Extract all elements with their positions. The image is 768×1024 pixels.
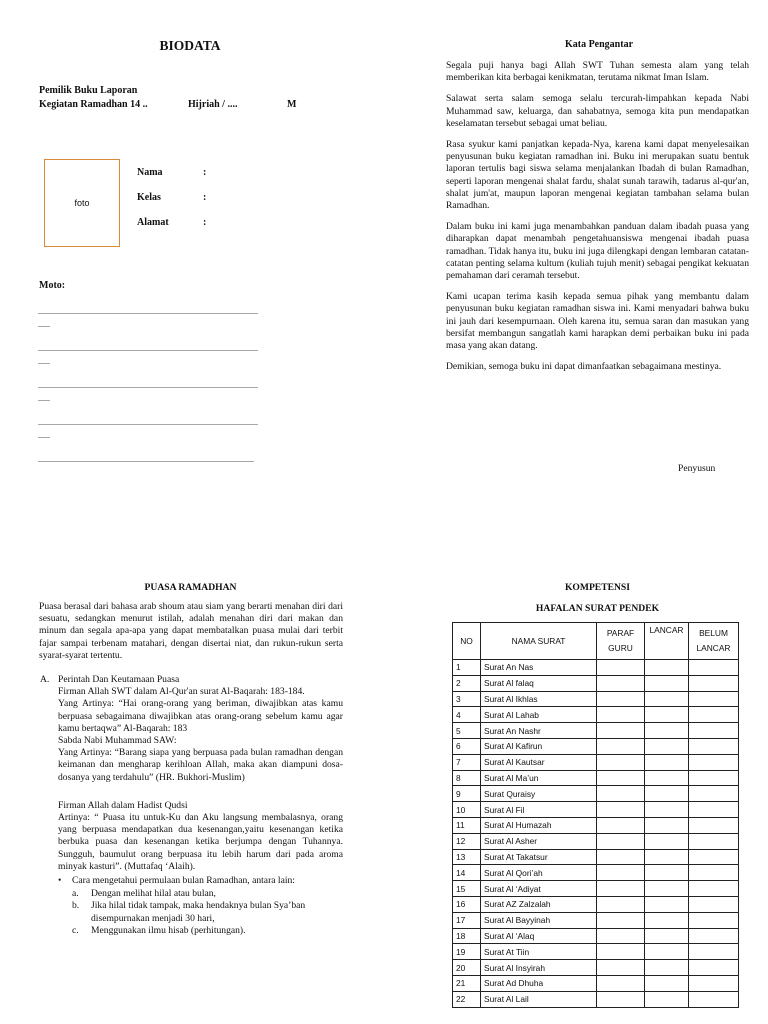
table-row xyxy=(453,691,739,707)
surat-name: Surat Al Humazah xyxy=(481,817,597,833)
row-number: 5 xyxy=(453,723,481,739)
dot-line-tail: ...... xyxy=(38,320,50,329)
surat-name: Surat Quraisy xyxy=(481,786,597,802)
lancar-cell[interactable] xyxy=(645,849,689,865)
belum-lancar-cell[interactable] xyxy=(689,738,739,754)
lancar-cell[interactable] xyxy=(645,754,689,770)
field-label: Alamat xyxy=(137,217,169,228)
lancar-cell[interactable] xyxy=(645,975,689,991)
field-colon: : xyxy=(203,217,207,228)
table-row xyxy=(453,802,739,818)
column-header: BELUM LANCAR xyxy=(689,623,739,660)
paraf-guru-cell[interactable] xyxy=(597,723,645,739)
hadist-qudsi xyxy=(58,800,343,873)
paraf-guru-cell[interactable] xyxy=(597,707,645,723)
firman-text: Firman Allah SWT dalam Al-Qur'an surat Al-Baqarah: 183-184. xyxy=(58,686,305,698)
paraf-guru-cell[interactable] xyxy=(597,770,645,786)
row-number: 7 xyxy=(453,754,481,770)
photo-label: foto xyxy=(74,198,90,208)
surat-name: Surat Al Fil xyxy=(481,802,597,818)
sub-marker: b. xyxy=(72,900,80,912)
puasa-body xyxy=(39,601,343,937)
lancar-cell[interactable] xyxy=(645,691,689,707)
field-alamat xyxy=(137,217,169,228)
table-row xyxy=(453,865,739,881)
hafalan-table xyxy=(452,622,739,1008)
biodata-title: BIODATA xyxy=(159,38,221,53)
table-row xyxy=(453,881,739,897)
table-row xyxy=(453,754,739,770)
belum-lancar-cell[interactable] xyxy=(689,786,739,802)
lancar-cell[interactable] xyxy=(645,738,689,754)
belum-lancar-cell[interactable] xyxy=(689,896,739,912)
row-number: 1 xyxy=(453,660,481,676)
table-row xyxy=(453,707,739,723)
belum-lancar-cell[interactable] xyxy=(689,802,739,818)
sub-item xyxy=(72,888,343,900)
paraf-guru-cell[interactable] xyxy=(597,786,645,802)
belum-lancar-cell[interactable] xyxy=(689,833,739,849)
row-number: 15 xyxy=(453,881,481,897)
lancar-cell[interactable] xyxy=(645,802,689,818)
table-row xyxy=(453,944,739,960)
dot-line-group xyxy=(38,381,344,418)
lancar-cell[interactable] xyxy=(645,912,689,928)
lancar-cell[interactable] xyxy=(645,817,689,833)
paragraph: Segala puji hanya bagi Allah SWT Tuhan semesta alam yang telah memberikan kita berbagai kenikmatan, terutama nikmat Iman Islam. xyxy=(446,60,749,84)
table-row xyxy=(453,991,739,1007)
paraf-guru-cell[interactable] xyxy=(597,960,645,976)
table-header-row xyxy=(453,623,739,660)
row-number: 11 xyxy=(453,817,481,833)
row-number: 10 xyxy=(453,802,481,818)
row-number: 18 xyxy=(453,928,481,944)
paraf-guru-cell[interactable] xyxy=(597,833,645,849)
table-row xyxy=(453,817,739,833)
photo-placeholder xyxy=(44,159,120,247)
surat-name: Surat Al Lail xyxy=(481,991,597,1007)
moto-lines xyxy=(38,307,344,475)
sub-text: Dengan melihat hilal atau bulan, xyxy=(91,888,216,900)
surat-name: Surat Al Lahab xyxy=(481,707,597,723)
signature: Penyusun xyxy=(678,463,716,474)
belum-lancar-cell[interactable] xyxy=(689,849,739,865)
surat-name: Surat Al ‘Adiyat xyxy=(481,881,597,897)
dot-line: ............................................................................................................ xyxy=(38,455,254,464)
bullet-dot: • xyxy=(58,875,62,887)
belum-lancar-cell[interactable] xyxy=(689,944,739,960)
artinya-text: Artinya: “ Puasa itu untuk-Ku dan Aku langsung membalasnya, orang yang berpuasa mendapatkan dua kesenangan,yaitu kesenangan ketika berbuka puasa dan kesenangan ketika berjumpa dengan Tuhannya. Sungguh, baumulut orang berpuasa itu lebih harum dari pada aroma minyak kasturi”. (Muttafaq ‘Alaih). xyxy=(58,812,343,872)
kompetensi-subtitle: HAFALAN SURAT PENDEK xyxy=(535,603,660,614)
surat-name: Surat Al falaq xyxy=(481,675,597,691)
belum-lancar-cell[interactable] xyxy=(689,770,739,786)
belum-lancar-cell[interactable] xyxy=(689,754,739,770)
sub-marker: a. xyxy=(72,888,79,900)
belum-lancar-cell[interactable] xyxy=(689,912,739,928)
m-label: M xyxy=(287,99,297,110)
lancar-cell[interactable] xyxy=(645,723,689,739)
row-number: 8 xyxy=(453,770,481,786)
surat-name: Surat Ad Dhuha xyxy=(481,975,597,991)
row-number: 13 xyxy=(453,849,481,865)
surat-name: Surat Al Qori’ah xyxy=(481,865,597,881)
paraf-guru-cell[interactable] xyxy=(597,660,645,676)
paraf-guru-cell[interactable] xyxy=(597,975,645,991)
paragraph: Dalam buku ini kami juga menambahkan panduan dalam ibadah puasa yang diharapkan dapat menambah pengetahuansiswa mengenai ibadah puasa ramadhan. Tidak hanya itu, buku ini juga dilengkapi dengan lembaran catatan-catatan penting selama kultum (kuliah tujuh menit) sebagai pengikat kekuatan pemahaman dari ceramah tersebut. xyxy=(446,221,749,282)
field-colon: : xyxy=(203,167,207,178)
section-a xyxy=(39,674,343,784)
table-row xyxy=(453,849,739,865)
surat-name: Surat Al Bayyinah xyxy=(481,912,597,928)
surat-name: Surat Al Kafirun xyxy=(481,738,597,754)
surat-name: Surat At Takatsur xyxy=(481,849,597,865)
dot-line-tail: ...... xyxy=(38,431,50,440)
field-label: Nama xyxy=(137,167,163,178)
puasa-title: PUASA RAMADHAN xyxy=(144,582,237,593)
belum-lancar-cell[interactable] xyxy=(689,817,739,833)
lancar-cell[interactable] xyxy=(645,960,689,976)
paragraph: Demikian, semoga buku ini dapat dimanfaatkan sebagaimana mestinya. xyxy=(446,361,722,373)
surat-name: Surat An Nashr xyxy=(481,723,597,739)
table-row xyxy=(453,912,739,928)
dot-line-group xyxy=(38,455,344,475)
lancar-cell[interactable] xyxy=(645,770,689,786)
belum-lancar-cell[interactable] xyxy=(689,707,739,723)
row-number: 3 xyxy=(453,691,481,707)
row-number: 17 xyxy=(453,912,481,928)
hijriah-label: Hijriah / .... xyxy=(188,99,238,110)
row-number: 21 xyxy=(453,975,481,991)
section-title: Perintah Dan Keutamaan Puasa xyxy=(58,674,180,686)
row-number: 16 xyxy=(453,896,481,912)
belum-lancar-cell[interactable] xyxy=(689,691,739,707)
kata-pengantar-body xyxy=(446,60,749,373)
column-header: LANCAR xyxy=(645,623,689,660)
sabda-label: Sabda Nabi Muhammad SAW: xyxy=(58,735,177,747)
field-nama xyxy=(137,167,163,178)
sub-text: Menggunakan ilmu hisab (perhitungan). xyxy=(91,924,246,936)
paraf-guru-cell[interactable] xyxy=(597,991,645,1007)
row-number: 22 xyxy=(453,991,481,1007)
artinya-text: Yang Artinya: “Hai orang-orang yang beriman, diwajibkan atas kamu berpuasa sebagaimana diwajibkan atas orang-orang sebelum kamu agar kamu bertaqwa” Al-Baqarah: 183 xyxy=(58,698,343,734)
row-number: 12 xyxy=(453,833,481,849)
lancar-cell[interactable] xyxy=(645,928,689,944)
lancar-cell[interactable] xyxy=(645,881,689,897)
column-header: NAMA SURAT xyxy=(481,623,597,660)
paraf-guru-cell[interactable] xyxy=(597,849,645,865)
dot-line: .............................................................................................................. xyxy=(38,344,258,353)
table-row xyxy=(453,723,739,739)
table-row xyxy=(453,960,739,976)
paragraph: Rasa syukur kami panjatkan kepada-Nya, karena kami dapat menyelesaikan penyusunan buku kegiatan ramadhan ini. Buku ini merupakan suatu bentuk laporan tertulis bagi siswa selama menjalankan Ibadah di bulan Ramadhan, seperti laporan mengenai shalat fardu, shalat sunah tarawih, tadarus al-qur'an, shalat jum'at, maupun laporan mengenai kegiatan tambahan selama bulan Ramadhan. xyxy=(446,139,749,212)
surat-name: Surat At Tiin xyxy=(481,944,597,960)
table-row xyxy=(453,833,739,849)
dot-line-group xyxy=(38,344,344,381)
surat-name: Surat Al Insyirah xyxy=(481,960,597,976)
firman-qudsi-label: Firman Allah dalam Hadist Qudsi xyxy=(58,799,188,811)
section-marker: A. xyxy=(40,674,50,686)
paragraph: Kami ucapan terima kasih kepada semua pihak yang membantu dalam penyusunan buku kegiatan ramadhan siswa ini. Kami menyadari bahwa buku ini jauh dari kesempurnaan. Oleh karena itu, semua saran dan masukan yang bersifat membangun sangatlah kami harapkan demi perbaikan buku ini pada masa yang akan datang. xyxy=(446,291,749,352)
moto-label: Moto: xyxy=(39,280,66,291)
belum-lancar-cell[interactable] xyxy=(689,960,739,976)
dot-line-tail: ...... xyxy=(38,394,50,403)
lancar-cell[interactable] xyxy=(645,786,689,802)
lancar-cell[interactable] xyxy=(645,896,689,912)
paraf-guru-cell[interactable] xyxy=(597,691,645,707)
paraf-guru-cell[interactable] xyxy=(597,754,645,770)
table-row xyxy=(453,928,739,944)
lancar-cell[interactable] xyxy=(645,833,689,849)
sub-marker: c. xyxy=(72,924,79,936)
bullet-item xyxy=(58,875,343,937)
dot-line: .............................................................................................................. xyxy=(38,381,258,390)
dot-line: .............................................................................................................. xyxy=(38,307,258,316)
belum-lancar-cell[interactable] xyxy=(689,881,739,897)
field-kelas xyxy=(137,192,161,203)
paraf-guru-cell[interactable] xyxy=(597,881,645,897)
belum-lancar-cell[interactable] xyxy=(689,991,739,1007)
kompetensi-title: KOMPETENSI xyxy=(564,582,631,593)
paraf-guru-cell[interactable] xyxy=(597,896,645,912)
row-number: 6 xyxy=(453,738,481,754)
table-row xyxy=(453,770,739,786)
table-row xyxy=(453,786,739,802)
row-number: 9 xyxy=(453,786,481,802)
surat-name: Surat Al Kautsar xyxy=(481,754,597,770)
row-number: 14 xyxy=(453,865,481,881)
row-number: 4 xyxy=(453,707,481,723)
surat-name: Surat Al Ikhlas xyxy=(481,691,597,707)
dot-line-group xyxy=(38,418,344,455)
dot-line-group xyxy=(38,307,344,344)
artinya-text: Yang Artinya: “Barang siapa yang berpuasa pada bulan ramadhan dengan keimanan dan mengharap kerihloan Allah, maka akan diampuni dosa-dosanya yang terdahulu” (HR. Bukhori-Muslim) xyxy=(58,747,343,783)
paraf-guru-cell[interactable] xyxy=(597,802,645,818)
row-number: 20 xyxy=(453,960,481,976)
dot-line-tail: ...... xyxy=(38,357,50,366)
belum-lancar-cell[interactable] xyxy=(689,928,739,944)
belum-lancar-cell[interactable] xyxy=(689,865,739,881)
sub-item xyxy=(72,925,343,937)
bullet-text: Cara mengetahui permulaan bulan Ramadhan, antara lain: xyxy=(72,875,295,887)
lancar-cell[interactable] xyxy=(645,707,689,723)
column-header: PARAF GURU xyxy=(597,623,645,660)
field-colon: : xyxy=(203,192,207,203)
lancar-cell[interactable] xyxy=(645,675,689,691)
sub-text: Jika hilal tidak tampak, maka hendaknya bulan Sya’ban disempurnakan menjadi 30 hari, xyxy=(91,900,306,924)
lancar-cell[interactable] xyxy=(645,660,689,676)
lancar-cell[interactable] xyxy=(645,991,689,1007)
belum-lancar-cell[interactable] xyxy=(689,660,739,676)
activity-label: Kegiatan Ramadhan 14 .. xyxy=(39,99,148,110)
surat-name: Surat AZ Zalzalah xyxy=(481,896,597,912)
paraf-guru-cell[interactable] xyxy=(597,865,645,881)
belum-lancar-cell[interactable] xyxy=(689,675,739,691)
surat-name: Surat An Nas xyxy=(481,660,597,676)
table-row xyxy=(453,660,739,676)
paraf-guru-cell[interactable] xyxy=(597,738,645,754)
paraf-guru-cell[interactable] xyxy=(597,912,645,928)
surat-name: Surat Al Ma’un xyxy=(481,770,597,786)
kata-pengantar-title: Kata Pengantar xyxy=(564,39,634,50)
row-number: 2 xyxy=(453,675,481,691)
paragraph: Salawat serta salam semoga selalu tercurah-limpahkan kepada Nabi Muhammad saw, keluarga, dan sahabatnya, semoga kita pun mendapatkan keselamatan tersebut sebagai umat beliau. xyxy=(446,93,749,129)
column-header: NO xyxy=(453,623,481,660)
paraf-guru-cell[interactable] xyxy=(597,928,645,944)
lancar-cell[interactable] xyxy=(645,865,689,881)
row-number: 19 xyxy=(453,944,481,960)
belum-lancar-cell[interactable] xyxy=(689,975,739,991)
field-label: Kelas xyxy=(137,192,161,203)
puasa-intro: Puasa berasal dari bahasa arab shoum atau siam yang berarti menahan diri dari sesuatu, sedangkan menurut istilah, adalah menahan diri dari makan dan minum dan segala apa-apa yang dapat membatalkan puasa mulai dari terbit fajar sampai terbenam matahari, dengan disertai niat, dan rukun-rukun serta syarat-syarat tertentu. xyxy=(39,601,343,661)
table-row xyxy=(453,738,739,754)
surat-name: Surat Al Asher xyxy=(481,833,597,849)
paraf-guru-cell[interactable] xyxy=(597,817,645,833)
table-row xyxy=(453,896,739,912)
paraf-guru-cell[interactable] xyxy=(597,944,645,960)
owner-label: Pemilik Buku Laporan xyxy=(39,85,138,96)
belum-lancar-cell[interactable] xyxy=(689,723,739,739)
table-row xyxy=(453,975,739,991)
surat-name: Surat Al ‘Alaq xyxy=(481,928,597,944)
sub-item xyxy=(72,900,343,924)
lancar-cell[interactable] xyxy=(645,944,689,960)
dot-line: .............................................................................................................. xyxy=(38,418,258,427)
paraf-guru-cell[interactable] xyxy=(597,675,645,691)
table-row xyxy=(453,675,739,691)
